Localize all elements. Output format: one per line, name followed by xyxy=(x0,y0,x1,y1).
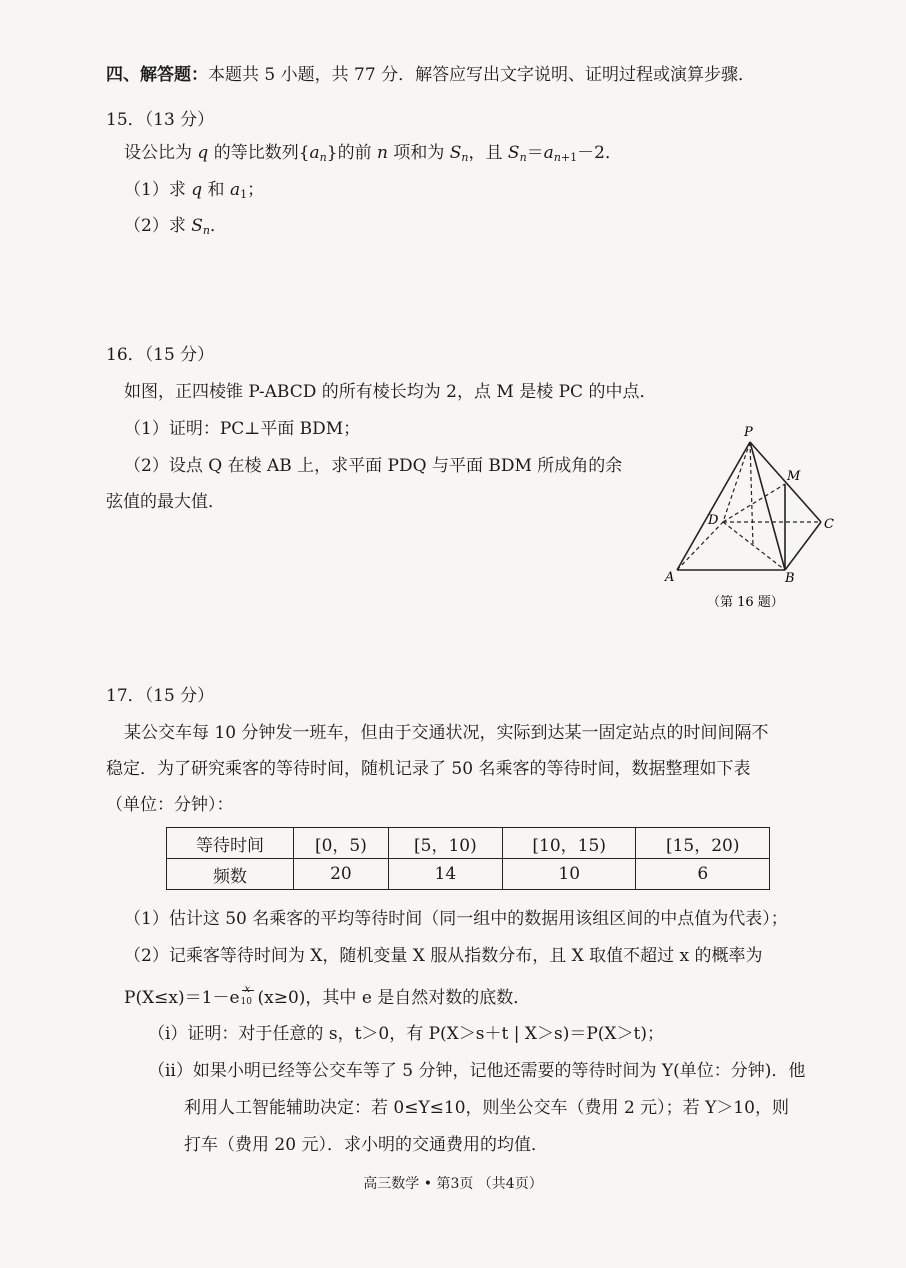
segment-DB xyxy=(723,522,785,570)
label-A: A xyxy=(665,570,675,585)
q15-part2-text: ． xyxy=(209,216,227,236)
pyramid-figure xyxy=(655,418,855,618)
q15-part1: （1）求 q 和 $a_1$； xyxy=(124,180,265,201)
q15-part1-text: ； xyxy=(247,180,265,200)
pyramid-diagram xyxy=(655,418,855,618)
label-C: C xyxy=(824,517,834,532)
label-B: B xyxy=(785,571,795,586)
interval-cell: [10，15) xyxy=(502,828,636,859)
frac-denominator: 10 xyxy=(240,997,252,1007)
interval-cell: [0，5) xyxy=(294,828,389,859)
q17-stem-line3: （单位：分钟）： xyxy=(106,795,234,815)
q17-part2-ii-line3: 打车（费用 20 元）．求小明的交通费用的均值． xyxy=(184,1135,548,1155)
frequency-table xyxy=(166,827,770,890)
label-M: M xyxy=(787,469,801,484)
segment-DM xyxy=(723,484,785,522)
count-cell: 14 xyxy=(388,859,502,890)
interval-cell: [15，20) xyxy=(636,828,770,859)
page-footer: 高三数学 • 第3页 （共4页） xyxy=(363,1176,543,1192)
row-header-time: 等待时间 xyxy=(167,828,294,859)
figure-caption: （第 16 题） xyxy=(707,595,784,610)
table-row xyxy=(167,859,770,890)
q16-part2: （2）设点 Q 在棱 AB 上，求平面 PDQ 与平面 BDM 所成角的余 xyxy=(124,456,623,476)
q17-stem-line2: 稳定．为了研究乘客的等待时间，随机记录了 50 名乘客的等待时间，数据整理如下表 xyxy=(106,759,751,779)
count-cell: 10 xyxy=(502,859,636,890)
q16-header: 16．（15 分） xyxy=(106,345,215,365)
section-heading xyxy=(106,63,755,87)
q15-part1-text: 和 xyxy=(207,180,225,200)
q15-header: 15．（13 分） xyxy=(106,110,215,130)
q17-stem-line1: 某公交车每 10 分钟发一班车，但由于交通状况，实际到达某一固定站点的时间间隔不 xyxy=(124,723,769,743)
pyramid-height xyxy=(750,442,753,546)
q15-stem-text: 的等比数列{ xyxy=(213,143,310,163)
q16-part1: （1）证明：PC⊥平面 BDM； xyxy=(124,419,361,439)
q17-part2-ii-line2: 利用人工智能辅助决定：若 0≤Y≤10，则坐公交车（费用 2 元）；若 Y＞10，则 xyxy=(184,1098,789,1118)
q17-part2-i: （i）证明：对于任意的 s，t＞0，有 P(X＞s＋t | X＞s)＝P(X＞t)； xyxy=(148,1024,664,1044)
count-cell: 6 xyxy=(636,859,770,890)
interval-cell: [5，10) xyxy=(388,828,502,859)
q17-part1: （1）估计这 50 名乘客的平均等待时间（同一组中的数据用该组区间的中点值为代表）； xyxy=(124,909,788,929)
q15-stem-text: －2． xyxy=(577,143,622,163)
q15-part1-text: （1）求 xyxy=(124,180,186,200)
q17-part2: （2）记乘客等待时间为 X，随机变量 X 服从指数分布，且 X 取值不超过 x 的概率为 xyxy=(124,946,763,966)
table-row xyxy=(167,828,770,859)
q15-part2: （2）求 $S_n$． xyxy=(124,216,227,237)
formula-part-b: (x≥0)，其中 e 是自然对数的底数． xyxy=(257,988,531,1008)
frac-numerator: x xyxy=(244,984,251,995)
row-header-count: 频数 xyxy=(167,859,294,890)
edge-BC xyxy=(785,522,821,570)
q15-stem: 设公比为 q 的等比数列$\{a_n\}$的前 n 项和为 $S_n$，且 $S_n=a_{n+1}-2$． xyxy=(124,143,622,164)
q15-stem-text: }的前 xyxy=(326,143,372,163)
formula-part-a: P(X≤x)＝1－e xyxy=(124,988,240,1008)
q17-part2-ii-line1: （ii）如果小明已经等公交车等了 5 分钟，记他还需要的等待时间为 Y(单位：分钟)．他 xyxy=(148,1061,806,1081)
q15-stem-text: 设公比为 xyxy=(124,143,192,163)
q17-header: 17．（15 分） xyxy=(106,686,215,706)
exponent-fraction xyxy=(240,984,258,1007)
q17-formula xyxy=(124,986,530,1010)
label-P: P xyxy=(744,425,753,440)
section-title: 四、解答题： xyxy=(106,65,208,85)
q16-part2-cont: 弦值的最大值． xyxy=(106,492,225,512)
q15-stem-text: ＝ xyxy=(526,143,544,163)
q15-stem-text: 项和为 xyxy=(393,143,445,163)
edge-PA xyxy=(677,442,750,570)
count-cell: 20 xyxy=(294,859,389,890)
q15-stem-text: ，且 xyxy=(468,143,503,163)
label-D: D xyxy=(708,513,719,528)
q16-stem: 如图，正四棱锥 P-ABCD 的所有棱长均为 2，点 M 是棱 PC 的中点． xyxy=(124,382,657,402)
q15-part2-text: （2）求 xyxy=(124,216,186,236)
section-intro: 本题共 5 小题，共 77 分．解答应写出文字说明、证明过程或演算步骤． xyxy=(208,65,756,85)
